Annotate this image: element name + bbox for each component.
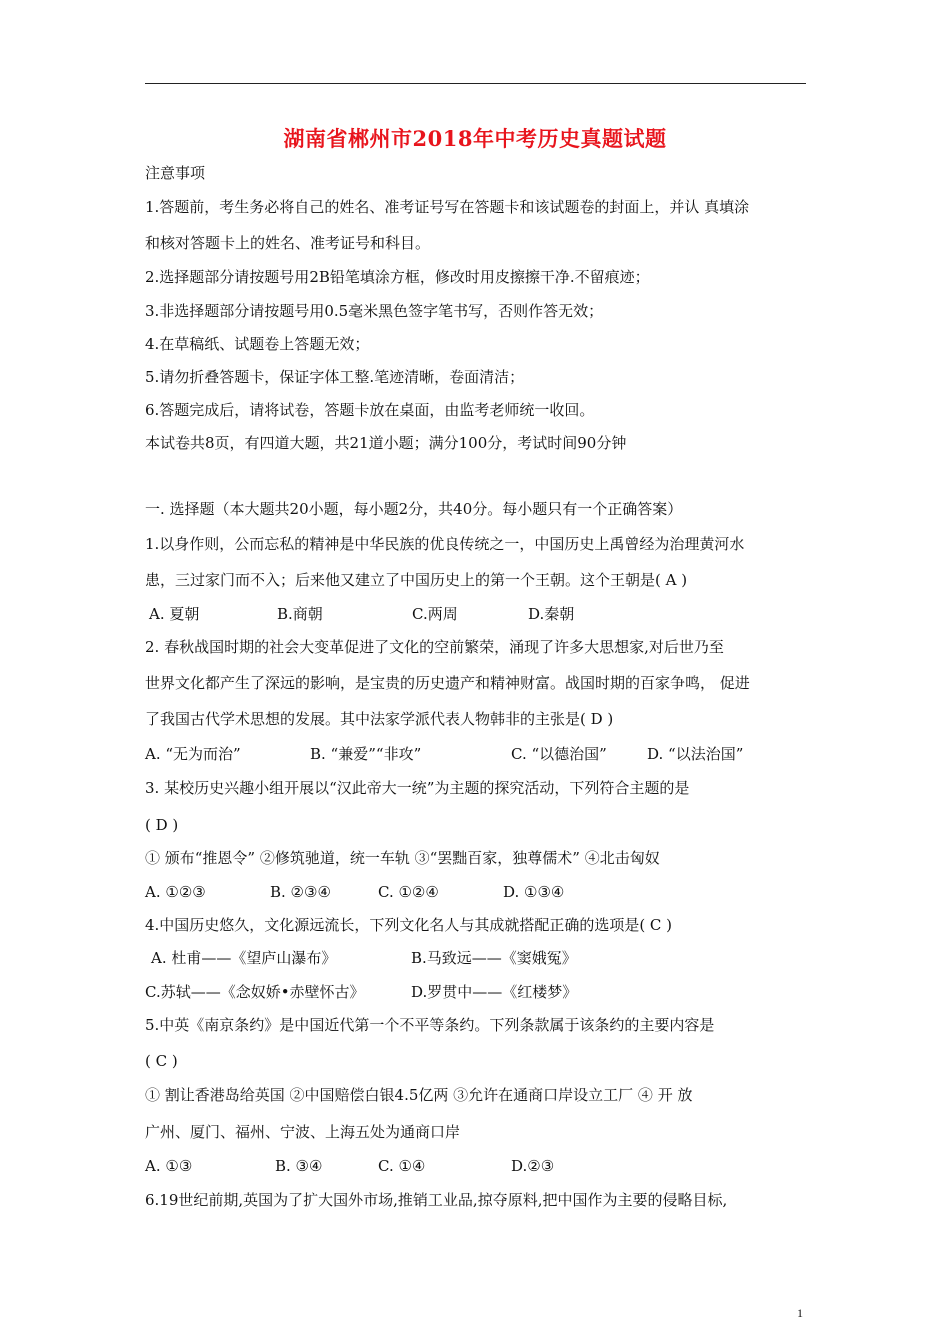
note-line: 和核对答题卡上的姓名、准考证号和科目。 xyxy=(145,234,431,252)
option: B. ③④ xyxy=(275,1157,323,1175)
option: C. ①②④ xyxy=(378,883,439,901)
option: C.苏轼——《念奴娇•赤壁怀古》 xyxy=(145,983,365,1001)
option: A. 夏朝 xyxy=(149,605,200,623)
question-line: 5.中英《南京条约》是中国近代第一个不平等条约。下列条款属于该条约的主要内容是 xyxy=(145,1016,715,1034)
note-line: 1.答题前，考生务必将自己的姓名、准考证号写在答题卡和该试题卷的封面上，并认 真填涂 xyxy=(145,198,750,216)
header-rule xyxy=(145,83,806,84)
question-line: ( D ) xyxy=(145,816,179,834)
question-line: 患，三过家门而不入；后来他又建立了中国历史上的第一个王朝。这个王朝是( A ) xyxy=(145,571,688,589)
option: A. “无为而治” xyxy=(145,745,241,763)
option: D. ①③④ xyxy=(503,883,565,901)
question-line: 6.19世纪前期,英国为了扩大国外市场,推销工业品,掠夺原料,把中国作为主要的侵略目标, xyxy=(145,1191,728,1209)
option: D.②③ xyxy=(511,1157,555,1175)
question-line: ① 割让香港岛给英国 ②中国赔偿白银4.5亿两 ③允许在通商口岸设立工厂 ④ 开 放 xyxy=(145,1086,693,1104)
option: B.商朝 xyxy=(277,605,323,623)
option: A. ①③ xyxy=(145,1157,193,1175)
option: B. ②③④ xyxy=(270,883,331,901)
question-line: 了我国古代学术思想的发展。其中法家学派代表人物韩非的主张是( D ) xyxy=(145,710,614,728)
option: C. ①④ xyxy=(378,1157,426,1175)
note-line: 2.选择题部分请按题号用2B铅笔填涂方框，修改时用皮擦擦干净.不留痕迹； xyxy=(145,268,650,286)
note-line: 3.非选择题部分请按题号用0.5毫米黑色签字笔书写，否则作答无效； xyxy=(145,302,604,320)
question-line: 2. 春秋战国时期的社会大变革促进了文化的空前繁荣，涌现了许多大思想家,对后世乃至 xyxy=(145,638,724,656)
option: A. 杜甫——《望庐山瀑布》 xyxy=(151,949,337,967)
option: B.马致远——《窦娥冤》 xyxy=(411,949,577,967)
question-line: 世界文化都产生了深远的影响，是宝贵的历史遗产和精神财富。战国时期的百家争鸣， 促进 xyxy=(145,674,750,692)
option: D.罗贯中——《红楼梦》 xyxy=(411,983,578,1001)
page-title: 湖南省郴州市2018年中考历史真题试题 xyxy=(283,126,667,151)
option: A. ①②③ xyxy=(145,883,206,901)
notes-heading: 注意事项 xyxy=(145,164,206,182)
option: C.两周 xyxy=(412,605,458,623)
question-line: ( C ) xyxy=(145,1052,178,1070)
question-line: 4.中国历史悠久，文化源远流长，下列文化名人与其成就搭配正确的选项是( C ) xyxy=(145,916,673,934)
question-line: 1.以身作则，公而忘私的精神是中华民族的优良传统之一，中国历史上禹曾经为治理黄河水 xyxy=(145,535,745,553)
note-line: 5.请勿折叠答题卡，保证字体工整.笔迹清晰，卷面清洁； xyxy=(145,368,525,386)
option: C. “以德治国” xyxy=(511,745,607,763)
note-line: 6.答题完成后，请将试卷，答题卡放在桌面，由监考老师统一收回。 xyxy=(145,401,595,419)
question-line: ① 颁布“推恩令” ②修筑驰道，统一车轨 ③“罢黜百家，独尊儒术” ④北击匈奴 xyxy=(145,849,660,867)
page-number: 1 xyxy=(797,1306,803,1320)
note-line: 4.在草稿纸、试题卷上答题无效； xyxy=(145,335,370,353)
question-line: 广州、厦门、福州、宁波、上海五处为通商口岸 xyxy=(145,1123,461,1141)
option: D. “以法治国” xyxy=(647,745,744,763)
note-line: 本试卷共8页，有四道大题，共21道小题；满分100分，考试时间90分钟 xyxy=(145,434,627,452)
option: D.秦朝 xyxy=(528,605,575,623)
question-line: 3. 某校历史兴趣小组开展以“汉此帝大一统”为主题的探究活动，下列符合主题的是 xyxy=(145,779,690,797)
section-heading: 一. 选择题（本大题共20小题，每小题2分，共40分。每小题只有一个正确答案） xyxy=(145,500,683,518)
option: B. “兼爱”“非攻” xyxy=(310,745,422,763)
